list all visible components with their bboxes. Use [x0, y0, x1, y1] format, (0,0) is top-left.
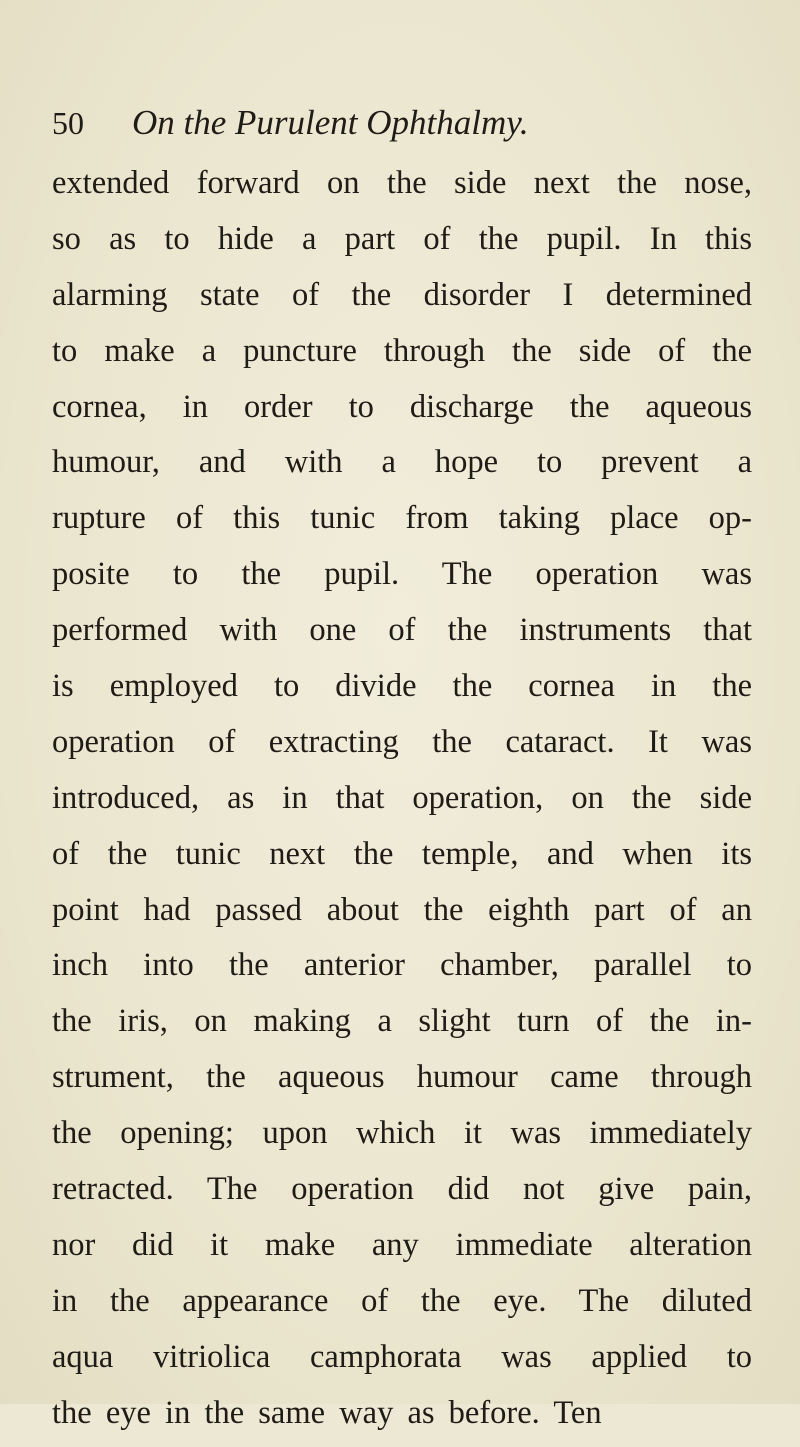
text-line: is employed to divide the cornea in the [52, 668, 752, 705]
text-line: performed with one of the instruments that [52, 612, 752, 649]
running-title: On the Purulent Ophthalmy. [132, 103, 529, 142]
text-line: the iris, on making a slight turn of the in- [52, 1003, 752, 1040]
body-text [52, 162, 752, 1447]
text-line: retracted. The operation did not give pain, [52, 1171, 752, 1208]
text-line: the eye in the same way as before. Ten [52, 1394, 602, 1431]
text-line: rupture of this tunic from taking place op- [52, 500, 752, 537]
text-line: the opening; upon which it was immediately [52, 1115, 752, 1152]
text-line: in the appearance of the eye. The diluted [52, 1282, 752, 1319]
text-line: aqua vitriolica camphorata was applied to [52, 1338, 752, 1375]
text-line: humour, and with a hope to prevent a [52, 444, 752, 481]
text-line: cornea, in order to discharge the aqueous [52, 388, 752, 425]
text-line: of the tunic next the temple, and when its [52, 835, 752, 872]
page-number: 50 [52, 105, 84, 141]
text-line: extended forward on the side next the nose, [52, 165, 752, 201]
text-line: to make a puncture through the side of the [52, 332, 752, 369]
text-line: inch into the anterior chamber, parallel to [52, 947, 752, 984]
text-line: posite to the pupil. The operation was [52, 556, 752, 593]
text-line: alarming state of the disorder I determined [52, 276, 752, 313]
text-line: point had passed about the eighth part of an [52, 891, 752, 928]
text-line: strument, the aqueous humour came through [52, 1059, 752, 1096]
text-line: so as to hide a part of the pupil. In this [52, 220, 752, 257]
page-header [52, 98, 752, 148]
text-line: nor did it make any immediate alteration [52, 1226, 752, 1263]
text-line: operation of extracting the cataract. It was [52, 723, 752, 760]
text-line: introduced, as in that operation, on the side [52, 779, 752, 816]
